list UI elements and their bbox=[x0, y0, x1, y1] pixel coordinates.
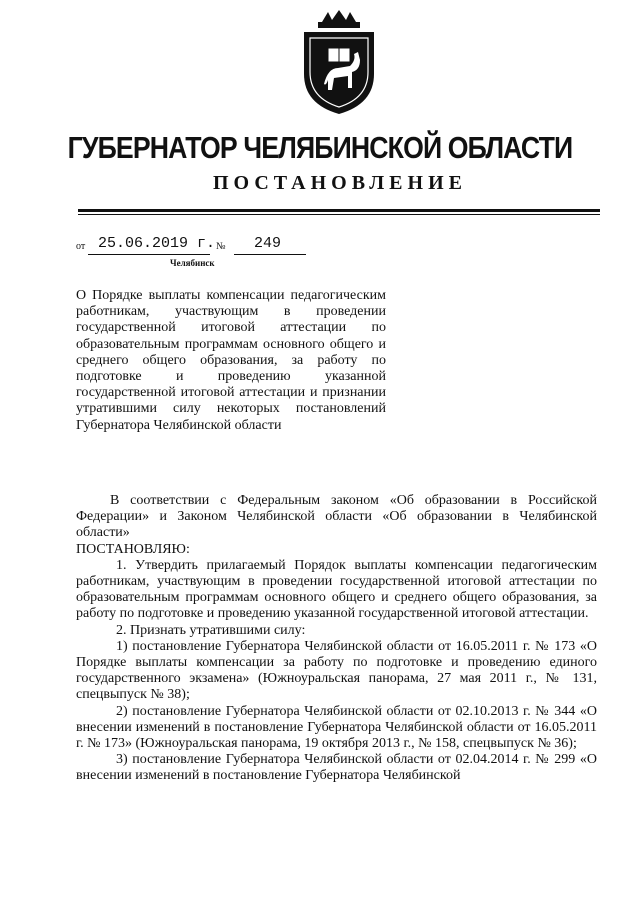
document-number: 249 bbox=[254, 235, 282, 252]
date-prefix: от bbox=[76, 241, 86, 252]
document-city: Челябинск bbox=[170, 258, 215, 268]
preamble: В соответствии с Федеральным законом «Об образовании в Российской Федерации» и Законом Челябинской области «Об образовании в Челябинской области» bbox=[76, 493, 597, 541]
date-underline bbox=[88, 254, 210, 255]
item-2: 2. Признать утратившими силу: bbox=[116, 622, 306, 638]
document-subject: О Порядке выплаты компенсации педагогическим работникам, участвующим в проведении государственной итоговой аттестации по образовательным программам основного общего и среднего общего образования, за работу по подготовке и проведению указанной государственной итоговой аттестации и признании утратившими силу некоторых постановлений Губернатора Челябинской области bbox=[76, 288, 386, 433]
authority-title: ГУБЕРНАТОР ЧЕЛЯБИНСКОЙ ОБЛАСТИ bbox=[67, 130, 573, 165]
header-rule-thin bbox=[78, 214, 600, 215]
coat-of-arms-icon bbox=[298, 8, 380, 118]
resolve-heading: ПОСТАНОВЛЯЮ: bbox=[76, 541, 190, 557]
subitem-1: 1) постановление Губернатора Челябинской области от 16.05.2011 г. № 173 «О Порядке выплаты компенсации за работу по подготовке и проведению единого государственного экзамена» (Южноуральская панорама, 27 мая 2011 г., № 131, спецвыпуск № 38); bbox=[76, 638, 597, 703]
number-underline bbox=[234, 254, 306, 255]
header-rule-thick bbox=[78, 209, 600, 212]
subitem-3: 3) постановление Губернатора Челябинской области от 02.04.2014 г. № 299 «О внесении изменений в постановление Губернатора Челябинской bbox=[76, 752, 597, 784]
document-date: 25.06.2019 г. bbox=[98, 235, 216, 252]
document-type: ПОСТАНОВЛЕНИЕ bbox=[213, 172, 467, 194]
number-prefix: № bbox=[216, 241, 226, 252]
document-body bbox=[76, 493, 597, 785]
item-1: 1. Утвердить прилагаемый Порядок выплаты компенсации педагогическим работникам, участвующим в проведении государственной итоговой аттестации по образовательным программам основного общего и среднего общего образования, за работу по подготовке и проведению указанной государственной итоговой аттестации. bbox=[76, 557, 597, 622]
subitem-2: 2) постановление Губернатора Челябинской области от 02.10.2013 г. № 344 «О внесении изменений в постановление Губернатора Челябинской области от 16.05.2011 г. № 173» (Южноуральская панорама, 19 октября 2013 г., № 158, спецвыпуск № 36); bbox=[76, 703, 597, 752]
